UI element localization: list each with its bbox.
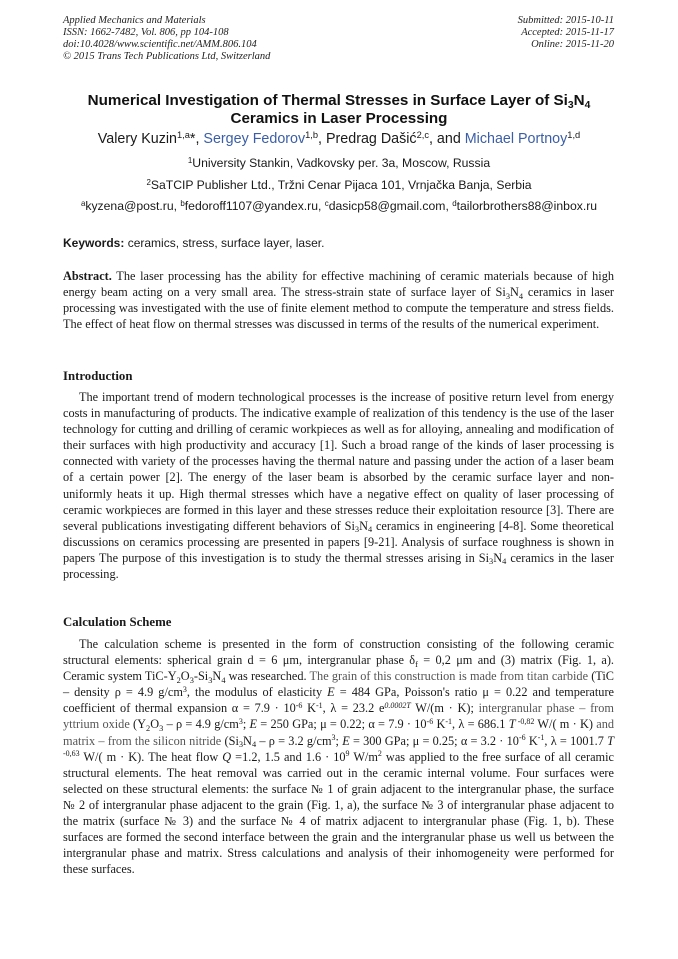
dates-info: [518, 15, 614, 51]
paper-title: [40, 92, 638, 128]
section-heading-calculation-scheme: Calculation Scheme: [63, 615, 172, 629]
accepted-date: Accepted: 2015-11-17: [521, 27, 614, 38]
author-name: Predrag Dašić: [326, 131, 417, 147]
section-heading-introduction: Introduction: [63, 369, 133, 383]
introduction-text: The important trend of modern technological processes is the increase of positive return level from energy costs in manufacturing of products. The indicative example of realization of this tendency is the use of the laser technology for cutting and drilling of ceramic workpieces as well as for alloying, annealing and modification of their surfaces with high productivity and accuracy [1]. Such a broad range of the kinds of laser processing is connected with variety of the processes having the thermal nature and passing under the action of a laser beam of a certain power [2]. The energy of the laser beam is absorbed by the ceramic surface layer and non-uniformly heats it up. High thermal stresses which have a negative effect on quality of laser processing of ceramic workpieces are formed in this layer and these stresses reduce their exploitation resource [3]. There are several publications investigating different behaviors of $Si_3N_4$ ceramics in engineering [4-8]. Some theoretical discussions on ceramics processing are presented in papers [9-21]. Analysis of surface roughness is shown in papers The purpose of this investigation is to study the thermal stresses arising in $Si_3N_4$ ceramics in the laser processing.: [63, 390, 614, 582]
affiliation-1: $^1$University Stankin, Vadkovsky per. 3a, Moscow, Russia: [187, 155, 491, 170]
title-line-1: Numerical Investigation of Thermal Stresses in Surface Layer of $Si_3N_4$: [87, 92, 591, 112]
submitted-date: Submitted: 2015-10-11: [517, 15, 614, 26]
doi-line: doi:10.4028/www.scientific.net/AMM.806.104: [63, 39, 257, 50]
author-name: Valery Kuzin: [97, 131, 177, 147]
abstract: Abstract. The laser processing has the ability for effective machining of ceramic materials because of high energy beam acting on a very small area. The stress-strain state of surface layer of $Si_3N_4$ ceramics in laser processing was investigated with the use of finite element method to compute the temperature and stress fields. The effect of heat flow on thermal stresses was discussed in terms of the results of the numerical experiment.: [63, 269, 614, 332]
copyright-line: © 2015 Trans Tech Publications Ltd, Switzerland: [63, 51, 271, 62]
author-emails: $^a$kyzena@post.ru, $^b$fedoroff1107@yandex.ru, $^c$dasicp58@gmail.com, $^d$tailorbrothers88@inbox.ru: [80, 198, 598, 213]
author-list: Valery Kuzin$^{1,a}$*, Sergey Fedorov$^{1,b}$, Predrag Dašić$^{2,c}$, and Michael Portnoy$^{1,d}$: [97, 129, 581, 147]
online-date: Online: 2015-11-20: [531, 39, 614, 50]
affiliation-2: $^2$SaTCIP Publisher Ltd., Tržni Cenar Pijaca 101, Vrnjačka Banja, Serbia: [146, 177, 532, 192]
author-name[interactable]: Michael Portnoy: [464, 131, 568, 147]
title-line-2: Ceramics in Laser Processing: [230, 110, 448, 127]
author-name[interactable]: Sergey Fedorov: [203, 131, 306, 147]
abstract-label: Abstract.: [63, 269, 112, 283]
journal-info: [63, 15, 270, 63]
keywords: Keywords: ceramics, stress, surface layer, laser.: [63, 236, 325, 250]
issn-line: ISSN: 1662-7482, Vol. 806, pp 104-108: [63, 27, 229, 38]
calculation-text: The calculation scheme is presented in the form of construction consisting of the following ceramic structural elements: spherical grain d = 6 μm, intergranular phase $\delta_f = 0,2$ μm and (3) matrix (Fig. 1, a). Ceramic system TiC-$Y_2O_3-Si_3N_4$ was researched. The grain of this construction is made from titan carbide (TiC – density ρ = 4.9 $g/cm^3$, the modulus of elasticity E = 484 GPa, Poisson's ratio μ = 0.22 and temperature coefficient of thermal expansion $\alpha = 7.9 \cdot 10^{-6}$ $K^{-1}$, λ = 23.2 $e^{0.0002T}$ W/(m · K); intergranular phase – from yttrium oxide ($Y_2O_3 - \rho = 4.9$ $g/cm^3$; E = 250 GPa; μ = 0.22; $\alpha = 7.9 \cdot 10^{-6}$ $K^{-1}$, λ = 686.1 T $^{-0,82}$ W/( m · K) and matrix – from the silicon nitride ($Si_3N_4 - \rho = 3.2$ $g/cm^3$; E = 300 GPa; μ = 0.25; $\alpha = 3.2 \cdot 10^{-6}$ $K^{-1}$, λ = 1001.7 T $^{-0,63}$ W/( m · K). The heat flow Q =1.2, 1.5 and $1.6 \cdot 10^9$ $W/m^2$ was applied to the free surface of all ceramic structural elements. The heat removal was carried out in the ceramic internal volume. Four surfaces were selected on these structural elements: the surface № 1 of grain adjacent to the intergranular phase, the surface № 2 of intergranular phase adjacent to the grain (Fig. 1, a), the surface № 3 of intergranular phase adjacent to the matrix (surface № 3) and the surface № 4 of matrix adjacent to intergranular phase (Fig. 1, b). These surfaces are formed the second interface between the grain and the intergranular phase us well us between the intergranular phase and matrix. Stress calculations and analysis of their inhomogeneity were performed for these surfaces.: [63, 637, 615, 877]
journal-name: Applied Mechanics and Materials: [63, 15, 206, 26]
